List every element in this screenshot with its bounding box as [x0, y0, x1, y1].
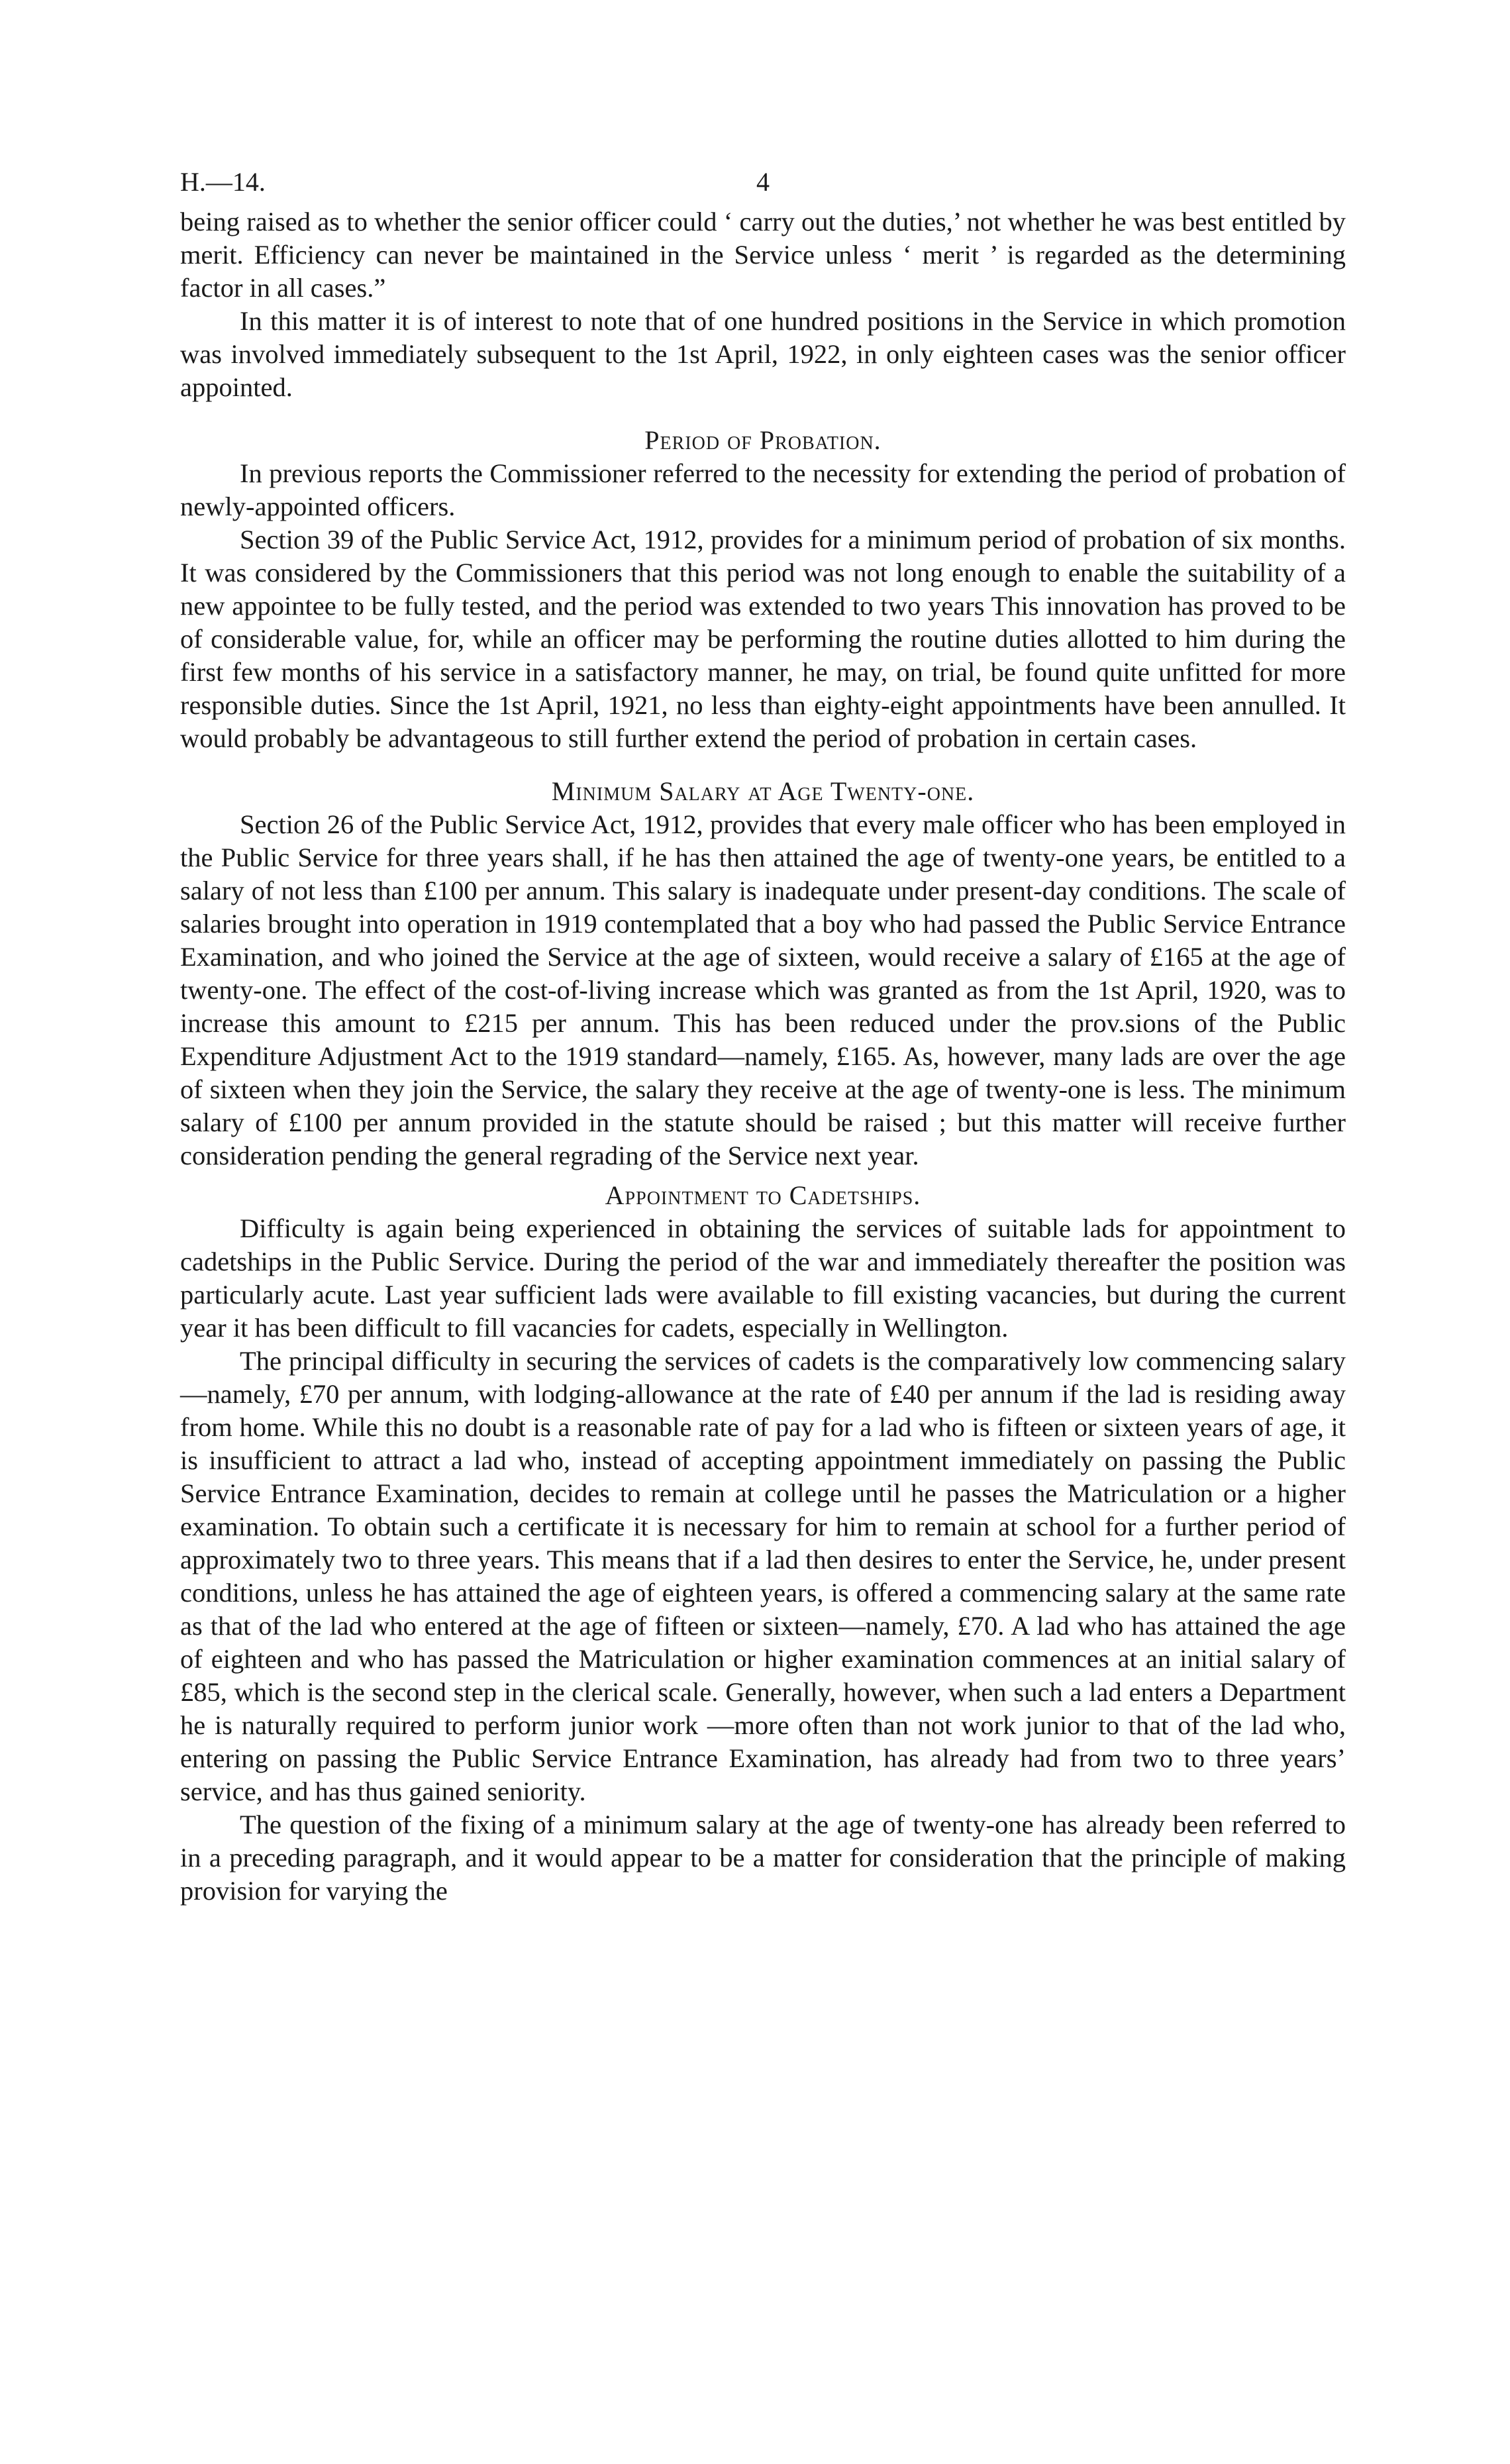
paragraph: Difficulty is again being experienced in obtaining the services of suitable lads for appointment to cadetships in the Public Service. During the period of the war and immediately thereafter the position was particularly acute. Last year sufficient lads were available to fill existing vacancies, but during the current year it has been difficult to fill vacancies for cadets, especially in Wellington.: [180, 1213, 1346, 1343]
paragraph: In this matter it is of interest to note that of one hundred positions in the Service in which promotion was involved immediately subsequent to the 1st April, 1922, in only eighteen cases was the senior officer appointed.: [180, 306, 1346, 402]
paragraph: Section 26 of the Public Service Act, 1912, provides that every male officer who has been employed in the Public Service for three years shall, if he has then attained the age of twenty-one years, be entitled to a salary of not less than £100 per annum. This salary is inadequate under present-day conditions. The scale of salaries brought into operation in 1919 contemplated that a boy who had passed the Public Service Entrance Examination, and who joined the Service at the age of sixteen, would receive a salary of £165 at the age of twenty-one. The effect of the cost-of-living increase which was granted as from the 1st April, 1920, was to increase this amount to £215 per annum. This has been reduced under the prov.sions of the Public Expenditure Adjustment Act to the 1919 standard—namely, £165. As, however, many lads are over the age of sixteen when they join the Service, the salary they receive at the age of twenty-one is less. The minimum salary of £100 per annum provided in the statute should be raised ; but this matter will receive further consideration pending the general regrading of the Service next year.: [180, 809, 1346, 1170]
page-number: 4: [756, 167, 770, 197]
section-heading-minimum-salary: Minimum Salary at Age Twenty-one.: [551, 776, 975, 806]
paragraph: The principal difficulty in securing the services of cadets is the comparatively low commencing salary—namely, £70 per annum, with lodging-allowance at the rate of £40 per annum if the lad is residing away from home. While this no doubt is a reasonable rate of pay for a lad who is fifteen or sixteen years of age, it is insufficient to attract a lad who, instead of accepting appointment immediately on passing the Public Service Entrance Examination, decides to remain at college until he passes the Matriculation or a higher examination. To obtain such a certificate it is necessary for him to remain at school for a further period of approximately two to three years. This means that if a lad then desires to enter the Service, he, under present conditions, unless he has attained the age of eighteen years, is offered a commencing salary at the same rate as that of the lad who entered at the age of fifteen or sixteen—namely, £70. A lad who has attained the age of eighteen and who has passed the Matriculation or higher examination commences at an initial salary of £85, which is the second step in the clerical scale. Generally, however, when such a lad enters a Department he is naturally required to perform junior work —more often than not work junior to that of the lad who, entering on passing the Public Service Entrance Examination, has already had from two to three years’ service, and has thus gained seniority.: [180, 1346, 1346, 1806]
document-code: H.—14.: [180, 167, 266, 197]
paragraph: Section 39 of the Public Service Act, 1912, provides for a minimum period of probation of six months. It was considered by the Commissioners that this period was not long enough to enable the suitability of a new appointee to be fully tested, and the period was extended to two years This innovation has proved to be of considerable value, for, while an officer may be performing the routine duties allotted to him during the first few months of his service in a satisfactory manner, he may, on trial, be found quite unfitted for more responsible duties. Since the 1st April, 1921, no less than eighty-eight appointments have been annulled. It would probably be advantageous to still further extend the period of probation in certain cases.: [180, 525, 1346, 753]
section-heading-cadetships: Appointment to Cadetships.: [605, 1180, 921, 1210]
paragraph: The question of the fixing of a minimum salary at the age of twenty-one has already been referred to in a preceding paragraph, and it would appear to be a matter for consideration that the principle of making provision for varying the: [180, 1810, 1346, 1906]
page-header: [180, 159, 1346, 205]
document-page: [180, 159, 1346, 1908]
section-heading-probation: Period of Probation.: [644, 425, 881, 455]
paragraph: being raised as to whether the senior officer could ‘ carry out the duties,’ not whether he was best entitled by merit. Efficiency can never be maintained in the Service unless ‘ merit ’ is regarded as the determining factor in all cases.”: [180, 207, 1346, 303]
paragraph: In previous reports the Commissioner referred to the necessity for extending the period of probation of newly-appointed officers.: [180, 458, 1346, 521]
